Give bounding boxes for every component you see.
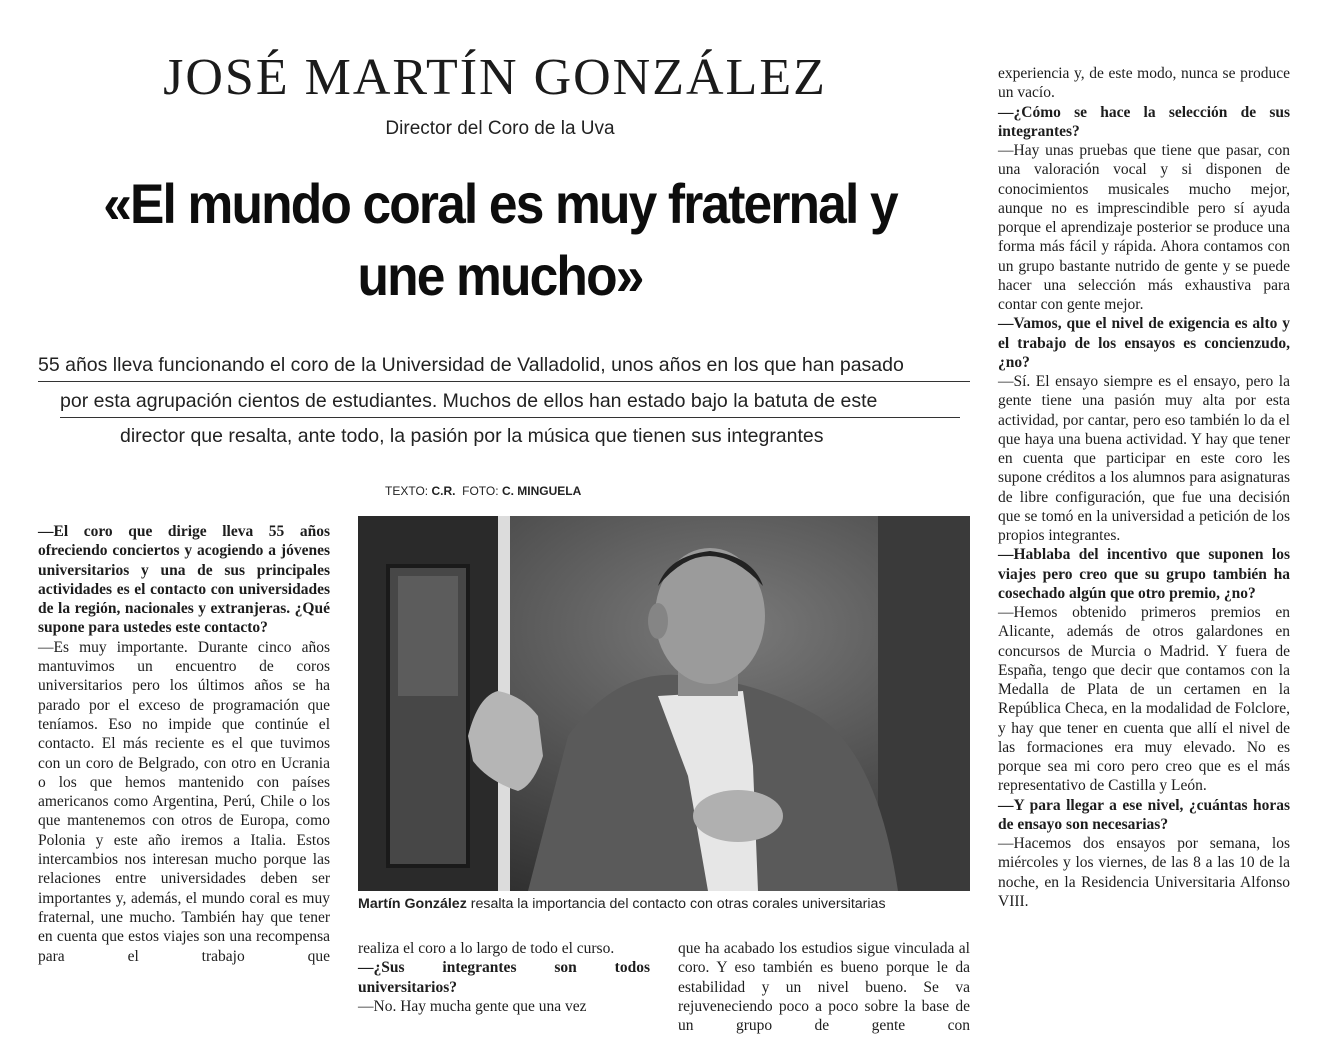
answer-2-continued: que ha acabado los estudios sigue vinculada al coro. Y eso también es bueno porque le da estabilidad y un nivel bueno. Se va rejuveneciendo poco a poco sobre la base de un grupo de gente con: [678, 940, 970, 1035]
article-column-4: [998, 64, 1290, 911]
article-column-1: [38, 522, 330, 966]
text-credit-label: TEXTO:: [385, 484, 429, 498]
lead-line-1: 55 años lleva funcionando el coro de la Universidad de Valladolid, unos años en los que han pasado: [38, 354, 904, 376]
headline-line-1: «El mundo coral es muy fraternal y: [103, 172, 897, 235]
answer-5: —Hemos obtenido primeros premios en Alicante, además de otros galardones en concursos de Murcia o Madrid. Y fuera de España, tengo que decir que contamos con la Medalla de Plata de un certamen en la República Checa, en la modalidad de Folclore, y hay que tener en cuenta que allí el nivel de las formaciones era muy elevado. No es porque sea mi coro pero creo que es el más representativo de Castilla y León.: [998, 604, 1290, 795]
caption-name: Martín González: [358, 896, 467, 912]
answer-1-continued: realiza el coro a lo largo de todo el curso.: [358, 940, 615, 957]
byline: [385, 484, 581, 498]
answer-1: —Es muy importante. Durante cinco años mantuvimos un encuentro de coros universitarios pero los últimos años se ha parado por el exceso de programación que teníamos. Eso no impide que continúe el contacto. El más reciente es el que tuvimos con un coro de Belgrado, con otro en Ucrania o los que hemos mantenido con países americanos como Argentina, Perú, Chile o los que mantenemos con otros de Europa, como Polonia y este año iremos a Italia. Estos intercambios nos interesan mucho porque las relaciones entre universidades deben ser importantes y, además, el mundo coral es muy fraternal, une mucho. También hay que tener en cuenta que estos viajes son una recompensa para el trabajo que: [38, 638, 330, 965]
article-column-3: [678, 939, 970, 1035]
caption-text: resalta la importancia del contacto con otras corales universitarias: [470, 896, 886, 912]
interviewee-role: Director del Coro de la Uva: [385, 118, 615, 139]
question-4: —Vamos, que el nivel de exigencia es alto y el trabajo de los ensayos es concienzudo, ¿no?: [998, 315, 1290, 371]
lead-divider: [38, 381, 970, 382]
photo-illustration: [358, 516, 970, 891]
question-2: —¿Sus integrantes son todos universitarios?: [358, 959, 650, 996]
question-6: —Y para llegar a ese nivel, ¿cuántas horas de ensayo son necesarias?: [998, 796, 1290, 833]
headline-line-2: une mucho»: [357, 244, 643, 307]
question-3: —¿Cómo se hace la selección de sus integrantes?: [998, 103, 1290, 140]
answer-3: —Hay unas pruebas que tiene que pasar, con una valoración vocal y si disponen de conocimientos musicales mucho mejor, aunque no es imprescindible pero sí ayuda porque el aprendizaje posterior se produce una forma más fácil y rápida. Ahora contamos con un grupo bastante nutrido de gente y se puede hacer una selección más exhaustiva para contar con gente mejor.: [998, 142, 1290, 313]
answer-2: —No. Hay mucha gente que una vez: [358, 997, 587, 1015]
answer-6: —Hacemos dos ensayos por semana, los miércoles y los viernes, de las 8 a las 10 de la noche, en la Residencia Universitaria Alfonso VIII.: [998, 835, 1290, 910]
interviewee-name: JOSÉ MARTÍN GONZÁLEZ: [163, 49, 827, 106]
lead-line-3: director que resalta, ante todo, la pasión por la música que tienen sus integrantes: [120, 425, 824, 447]
interview-photo: [358, 516, 970, 891]
answer-4: —Sí. El ensayo siempre es el ensayo, pero la gente tiene una pasión muy alta por esta actividad, por cantar, pero eso también lo da el que haya una buena actividad. Y hay que tener en cuenta que participar en este coro les supone créditos a los alumnos para asignaturas de libre configuración, que fue una decisión que se tomó en la universidad a petición de los propios integrantes.: [998, 373, 1290, 544]
photo-credit-label: FOTO:: [462, 484, 499, 498]
lead-line-2: por esta agrupación cientos de estudiantes. Muchos de ellos han estado bajo la batuta de este: [60, 390, 878, 412]
question-1: —El coro que dirige lleva 55 años ofreciendo conciertos y acogiendo a jóvenes universitarios y una de sus principales actividades es el contacto con universidades de la región, nacionales y extranjeras. ¿Qué supone para ustedes este contacto?: [38, 523, 330, 637]
text-credit-author: C.R.: [431, 484, 456, 498]
photo-caption: [358, 896, 978, 912]
question-5: —Hablaba del incentivo que suponen los viajes pero creo que su grupo también ha cosechado algún que otro premio, ¿no?: [998, 546, 1290, 602]
photo-credit-author: C. MINGUELA: [501, 484, 582, 498]
headline: [58, 168, 941, 312]
answer-2-end: experiencia y, de este modo, nunca se produce un vacío.: [998, 65, 1290, 102]
lead-divider: [60, 417, 960, 418]
article-column-2: [358, 939, 650, 1016]
